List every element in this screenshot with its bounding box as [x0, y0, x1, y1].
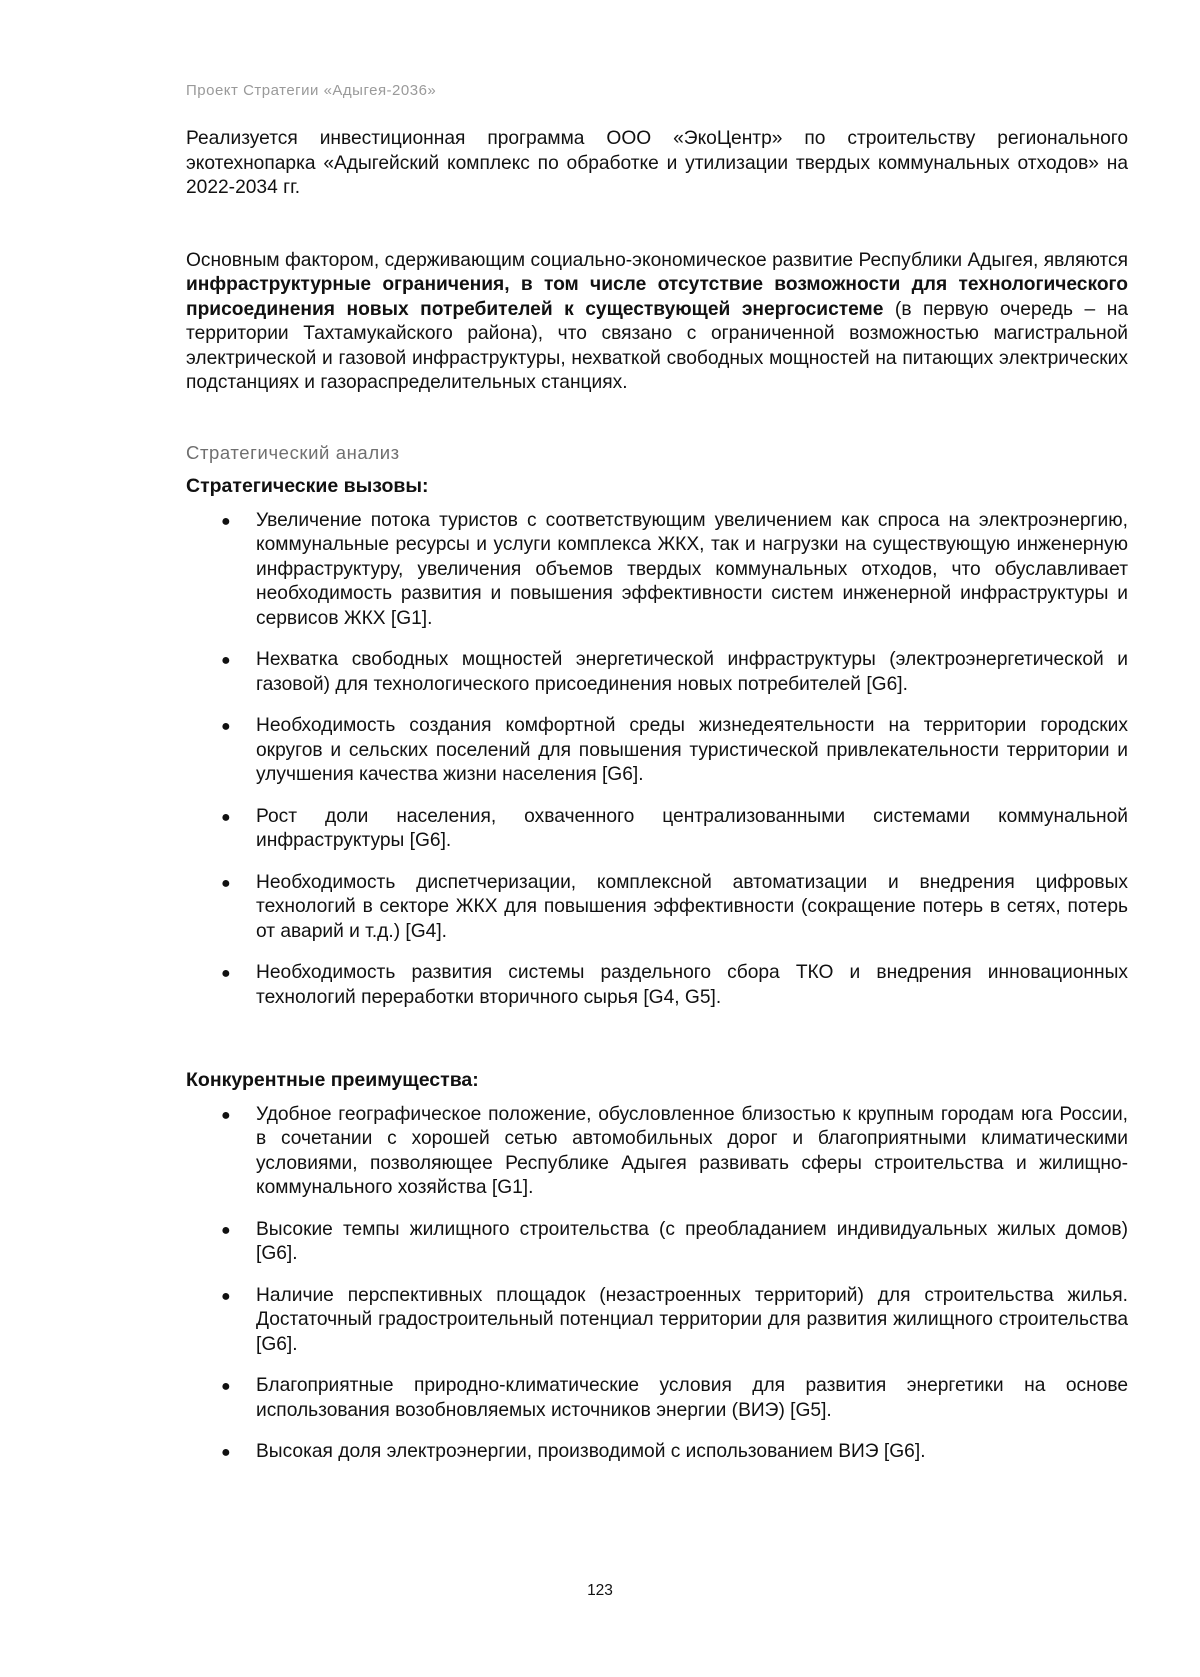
- list-item-text: Нехватка свободных мощностей энергетической инфраструктуры (электроэнергетической и газовой) для технологического присоединения новых потребителей [G6].: [256, 649, 1128, 695]
- bullet-icon: ●: [221, 1378, 231, 1395]
- spacer: [186, 201, 1128, 249]
- paragraph-infrastructure-constraints: [186, 249, 1128, 396]
- bullet-icon: ●: [221, 965, 231, 982]
- list-item: [186, 1284, 1128, 1358]
- spacer: [186, 1027, 1128, 1059]
- heading-strategic-challenges: Стратегические вызовы:: [186, 475, 429, 497]
- list-item: [186, 961, 1128, 1010]
- list-item: [186, 871, 1128, 945]
- list-item-text: Необходимость развития системы раздельного сбора ТКО и внедрения инновационных технологий переработки вторичного сырья [G4, G5].: [256, 962, 1128, 1008]
- list-item: [186, 648, 1128, 697]
- list-item: [186, 1103, 1128, 1201]
- list-item: [186, 1374, 1128, 1423]
- list-item-text: Удобное географическое положение, обусловленное близостью к крупным городам юга России, в сочетании с хорошей сетью автомобильных дорог и благоприятными климатическими условиями, позволяющее Республике Адыгея развивать сферы строительства и жилищно-коммунального хозяйства [G1].: [256, 1103, 1128, 1198]
- advantages-list: [186, 1103, 1128, 1465]
- list-item: [186, 509, 1128, 632]
- running-header: Проект Стратегии «Адыгея-2036»: [186, 82, 437, 99]
- bullet-icon: ●: [221, 874, 231, 892]
- bullet-icon: ●: [221, 1287, 231, 1305]
- paragraph-ecotechnopark: Реализуется инвестиционная программа ООО «ЭкоЦентр» по строительству регионального экотехнопарка «Адыгейский комплекс по обработке и утилизации твердых коммунальных отходов» на 2022-2034 гг.: [186, 128, 1128, 198]
- list-item: [186, 805, 1128, 854]
- list-item: [186, 714, 1128, 788]
- bullet-icon: ●: [221, 718, 231, 735]
- list-item-text: Рост доли населения, охваченного централизованными системами коммунальной инфраструктуры [G6].: [256, 805, 1128, 851]
- heading-competitive-advantages: Конкурентные преимущества:: [186, 1069, 479, 1091]
- bullet-icon: ●: [221, 1106, 231, 1124]
- list-item-text: Необходимость создания комфортной среды жизнедеятельности на территории городских округов и сельских поселений для повышения туристической привлекательности территории и улучшения качества жизни населения [G6].: [256, 715, 1128, 785]
- page-number: 123: [587, 1582, 613, 1599]
- paragraph-bold-emphasis: инфраструктурные ограничения, в том числе отсутствие возможности для технологического присоединения новых потребителей к существующей энергосистеме: [186, 274, 1128, 320]
- list-item-text: Благоприятные природно-климатические условия для развития энергетики на основе использования возобновляемых источников энергии (ВИЭ) [G5].: [256, 1375, 1128, 1421]
- list-item: [186, 1218, 1128, 1267]
- paragraph-text-end: (в первую очередь – на территории Тахтамукайского района), что связано с ограниченной возможностью магистральной электрической и газовой инфраструктуры, нехваткой свободных мощностей на питающих электрических подстанциях и газораспределительных станциях.: [186, 298, 1128, 393]
- page-content: [186, 127, 1128, 1482]
- challenges-list: [186, 509, 1128, 1011]
- bullet-icon: ●: [221, 1221, 231, 1239]
- section-label-strategic-analysis: Стратегический анализ: [186, 441, 400, 463]
- spacer: [186, 396, 1128, 441]
- list-item: [186, 1440, 1128, 1465]
- list-item-text: Увеличение потока туристов с соответствующим увеличением как спроса на электроэнергию, коммунальные ресурсы и услуги комплекса ЖКХ, так и нагрузки на существующую инженерную инфраструктуру, увеличения объемов твердых коммунальных отходов, что обуславливает необходимость развития и повышения эффективности систем инженерной инфраструктуры и сервисов ЖКХ [G1].: [256, 509, 1128, 629]
- bullet-icon: ●: [221, 512, 231, 530]
- list-item-text: Наличие перспективных площадок (незастроенных территорий) для строительства жилья. Достаточный градостроительный потенциал территории для развития жилищного строительства [G6].: [256, 1284, 1128, 1355]
- bullet-icon: ●: [221, 1444, 231, 1461]
- paragraph-text-start: Основным фактором, сдерживающим социально-экономическое развитие Республики Адыгея, являются: [186, 249, 1128, 271]
- list-item-text: Высокие темпы жилищного строительства (с преобладанием индивидуальных жилых домов) [G6].: [256, 1218, 1128, 1264]
- bullet-icon: ●: [221, 808, 231, 826]
- bullet-icon: ●: [221, 652, 231, 669]
- list-item-text: Необходимость диспетчеризации, комплексной автоматизации и внедрения цифровых технологий в секторе ЖКХ для повышения эффективности (сокращение потерь в сетях, потерь от аварий и т.д.) [G4].: [256, 871, 1128, 942]
- list-item-text: Высокая доля электроэнергии, производимой с использованием ВИЭ [G6].: [256, 1441, 926, 1462]
